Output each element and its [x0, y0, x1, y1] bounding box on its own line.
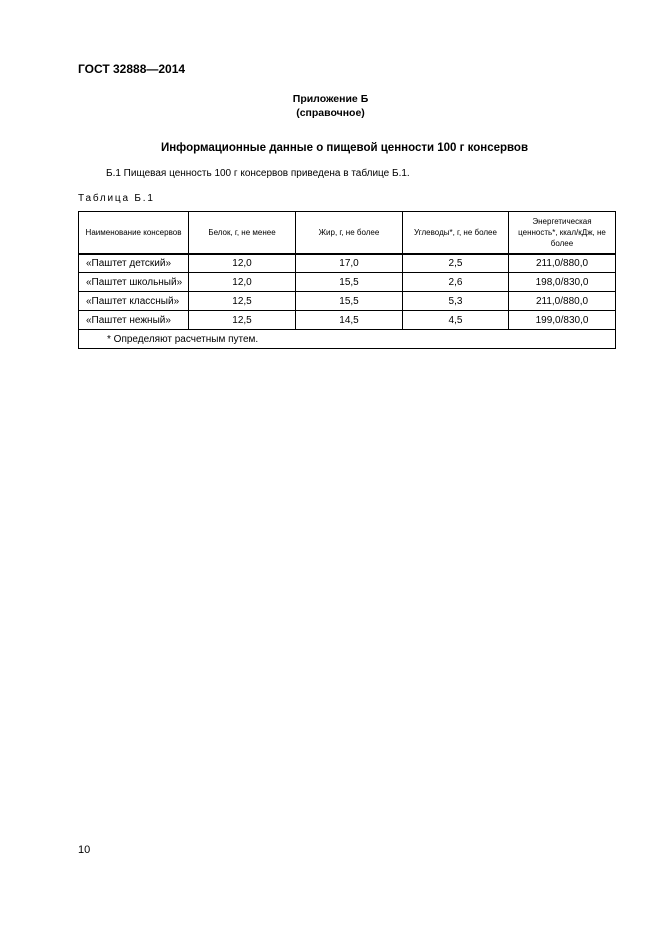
table-footnote: * Определяют расчетным путем.: [79, 330, 616, 349]
product-name-cell: «Паштет классный»: [79, 292, 189, 311]
table-caption: Таблица Б.1: [78, 193, 155, 204]
product-name-cell: «Паштет нежный»: [79, 311, 189, 330]
appendix-subtitle: (справочное): [296, 107, 365, 119]
product-name-cell: «Паштет детский»: [79, 254, 189, 273]
fat-cell: 17,0: [296, 254, 403, 273]
nutrition-table: [78, 211, 616, 349]
table-row: [79, 273, 616, 292]
intro-paragraph: Б.1 Пищевая ценность 100 г консервов приведена в таблице Б.1.: [106, 168, 410, 179]
column-header-energy: Энергетическая ценность*, ккал/кДж, не более: [509, 212, 616, 254]
column-header-protein: Белок, г, не менее: [189, 212, 296, 254]
product-name-cell: «Паштет школьный»: [79, 273, 189, 292]
fat-cell: 15,5: [296, 273, 403, 292]
fat-cell: 15,5: [296, 292, 403, 311]
carbs-cell: 2,5: [403, 254, 509, 273]
section-title: Информационные данные о пищевой ценности 100 г консервов: [160, 142, 529, 154]
table-footnote-row: [79, 330, 616, 349]
table-row: [79, 254, 616, 273]
appendix-title: Приложение Б: [292, 93, 369, 105]
carbs-cell: 5,3: [403, 292, 509, 311]
energy-cell: 199,0/830,0: [509, 311, 616, 330]
carbs-cell: 2,6: [403, 273, 509, 292]
energy-cell: 198,0/830,0: [509, 273, 616, 292]
column-header-carbs: Углеводы*, г, не более: [403, 212, 509, 254]
energy-cell: 211,0/880,0: [509, 254, 616, 273]
protein-cell: 12,0: [189, 254, 296, 273]
protein-cell: 12,5: [189, 311, 296, 330]
doc-code: ГОСТ 32888—2014: [78, 62, 186, 76]
column-header-fat: Жир, г, не более: [296, 212, 403, 254]
table-row: [79, 311, 616, 330]
protein-cell: 12,5: [189, 292, 296, 311]
energy-cell: 211,0/880,0: [509, 292, 616, 311]
protein-cell: 12,0: [189, 273, 296, 292]
carbs-cell: 4,5: [403, 311, 509, 330]
table-row: [79, 292, 616, 311]
fat-cell: 14,5: [296, 311, 403, 330]
page-number: 10: [78, 844, 91, 856]
appendix-heading: [0, 92, 661, 120]
column-header-name: Наименование консервов: [79, 212, 189, 254]
table-header-row: [79, 212, 616, 254]
